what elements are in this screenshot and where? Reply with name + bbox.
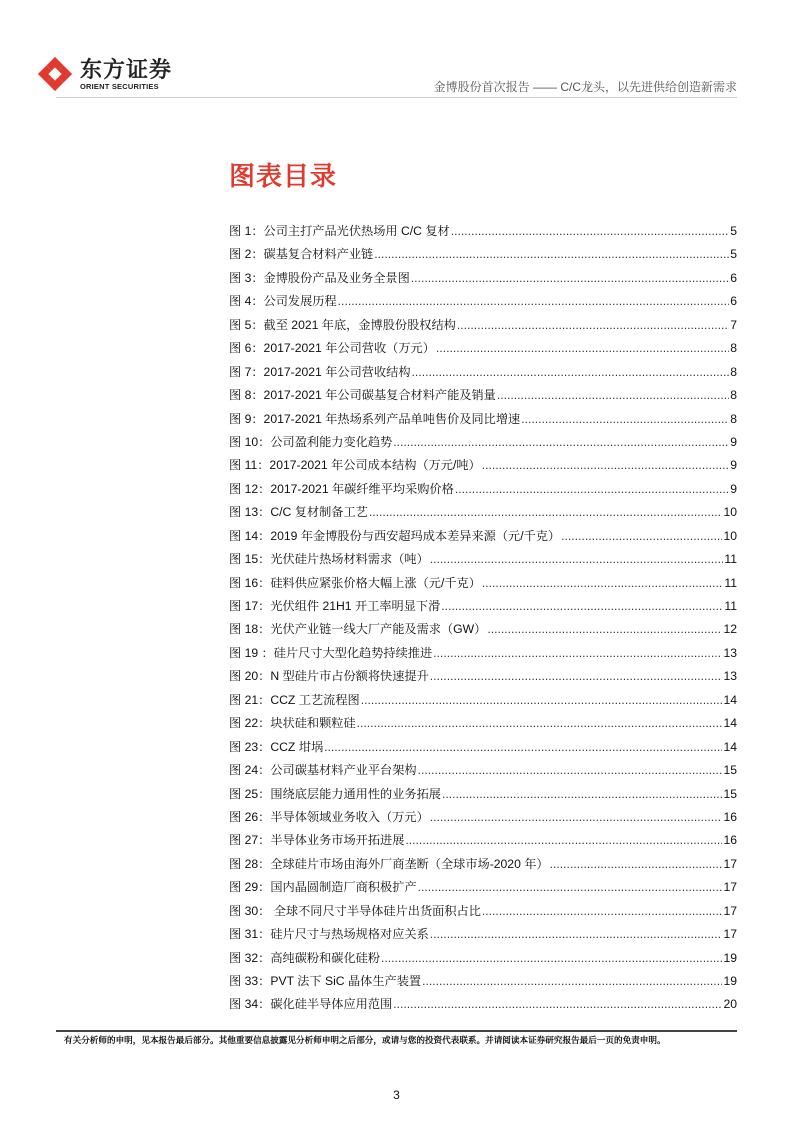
toc-entry[interactable] xyxy=(229,456,737,479)
toc-entry[interactable] xyxy=(229,738,737,761)
toc-entry[interactable] xyxy=(229,878,737,901)
toc-entry-label: 图 26：半导体领域业务收入（万元） xyxy=(229,809,429,824)
dot-leader xyxy=(418,763,723,777)
toc-entry-page: 9 xyxy=(730,481,737,496)
dot-leader xyxy=(422,974,722,988)
toc-entry[interactable] xyxy=(229,339,737,362)
toc-entry-page: 13 xyxy=(723,645,737,660)
toc-entry-page: 17 xyxy=(723,856,737,871)
toc-entry-label: 图 22：块状硅和颗粒硅 xyxy=(229,716,356,731)
toc-entry-label: 图 8：2017-2021 年公司碳基复合材料产能及销量 xyxy=(229,388,496,403)
toc-entry[interactable] xyxy=(229,503,737,526)
toc-entry[interactable] xyxy=(229,949,737,972)
toc-entry-label: 图 30： 全球不同尺寸半导体硅片出货面积占比 xyxy=(229,903,481,918)
dot-leader xyxy=(418,880,723,894)
dot-leader xyxy=(482,576,723,590)
toc-entry[interactable] xyxy=(229,222,737,245)
toc-entry[interactable] xyxy=(229,292,737,315)
dot-leader xyxy=(436,341,729,355)
logo-chinese-name: 东方证券 xyxy=(80,56,173,82)
toc-entry-page: 14 xyxy=(723,692,737,707)
toc-entry-label: 图 20：N 型硅片市占份额将快速提升 xyxy=(229,669,429,684)
toc-entry[interactable] xyxy=(229,410,737,433)
toc-entry-label: 图 18：光伏产业链一线大厂产能及需求（GW） xyxy=(229,622,487,637)
toc-entry-label: 图 3：金博股份产品及业务全景图 xyxy=(229,270,410,285)
toc-entry[interactable] xyxy=(229,808,737,831)
dot-leader xyxy=(430,810,723,824)
toc-entry[interactable] xyxy=(229,245,737,268)
toc-entry-label: 图 23：CCZ 坩埚 xyxy=(229,739,324,754)
dot-leader xyxy=(550,857,723,871)
dot-leader xyxy=(451,224,729,238)
toc-entry-label: 图 5：截至 2021 年底，金博股份股权结构 xyxy=(229,317,456,332)
toc-entry-label: 图 34：碳化硅半导体应用范围 xyxy=(229,997,393,1012)
toc-entry-label: 图 4：公司发展历程 xyxy=(229,294,337,309)
toc-entry-page: 8 xyxy=(730,388,737,403)
toc-entry-page: 5 xyxy=(730,224,737,238)
toc-entry-page: 6 xyxy=(730,270,737,285)
toc-entry[interactable] xyxy=(229,972,737,995)
toc-entry-page: 14 xyxy=(723,716,737,731)
toc-entry[interactable] xyxy=(229,667,737,690)
footer-divider xyxy=(56,1030,737,1032)
toc-entry-label: 图 31：硅片尺寸与热场规格对应关系 xyxy=(229,927,429,942)
toc-entry-label: 图 10：公司盈利能力变化趋势 xyxy=(229,434,393,449)
dot-leader xyxy=(430,927,723,941)
toc-title: 图表目录 xyxy=(229,161,338,191)
toc-entry-page: 19 xyxy=(723,950,737,965)
figure-list xyxy=(229,222,737,1019)
toc-entry-label: 图 25：围绕底层能力通用性的业务拓展 xyxy=(229,786,441,801)
toc-entry-label: 图 29：国内晶圆制造厂商积极扩产 xyxy=(229,880,417,895)
toc-entry-page: 10 xyxy=(723,505,737,520)
toc-entry-page: 16 xyxy=(723,833,737,848)
toc-entry[interactable] xyxy=(229,269,737,292)
disclaimer-note: 有关分析师的申明，见本报告最后部分。其他重要信息披露见分析师申明之后部分，或请与您的投资代表联系。并请阅读本证券研究报告最后一页的免责申明。 xyxy=(64,1035,666,1045)
dot-leader xyxy=(457,318,729,332)
orient-logo-icon xyxy=(36,55,74,93)
dot-leader xyxy=(412,365,730,379)
dot-leader xyxy=(430,669,723,683)
toc-entry-label: 图 32：高纯碳粉和碳化硅粉 xyxy=(229,950,381,965)
toc-entry-label: 图 11：2017-2021 年公司成本结构（万元/吨） xyxy=(229,458,481,473)
logo-english-name: ORIENT SECURITIES xyxy=(80,81,159,91)
toc-entry-label: 图 19 ：硅片尺寸大型化趋势持续推进 xyxy=(229,645,433,660)
toc-entry-label: 图 17：光伏组件 21H1 开工率明显下滑 xyxy=(229,599,441,613)
toc-entry[interactable] xyxy=(229,995,737,1018)
toc-entry[interactable] xyxy=(229,902,737,925)
toc-entry[interactable] xyxy=(229,363,737,386)
dot-leader xyxy=(430,552,724,566)
report-title: 金博股份首次报告 —— C/C龙头，以先进供给创造新需求 xyxy=(433,80,737,94)
toc-entry-label: 图 7：2017-2021 年公司营收结构 xyxy=(229,364,411,379)
dot-leader xyxy=(442,787,722,801)
toc-entry-page: 19 xyxy=(723,974,737,988)
toc-entry-page: 8 xyxy=(730,411,737,426)
dot-leader xyxy=(482,458,730,472)
dot-leader xyxy=(441,599,723,613)
dot-leader xyxy=(455,482,729,496)
toc-entry-page: 17 xyxy=(723,880,737,895)
toc-entry[interactable] xyxy=(229,386,737,409)
dot-leader xyxy=(393,435,729,449)
toc-entry-label: 图 15：光伏硅片热场材料需求（吨） xyxy=(229,552,429,567)
toc-entry-page: 14 xyxy=(723,739,737,754)
dot-leader xyxy=(374,247,729,261)
toc-entry-label: 图 9：2017-2021 年热场系列产品单吨售价及同比增速 xyxy=(229,411,521,426)
header-divider xyxy=(56,97,737,98)
toc-entry[interactable] xyxy=(229,925,737,948)
dot-leader xyxy=(405,833,722,847)
toc-entry-page: 10 xyxy=(723,528,737,543)
toc-entry-page: 17 xyxy=(723,903,737,918)
toc-entry[interactable] xyxy=(229,433,737,456)
toc-entry-page: 11 xyxy=(724,575,737,590)
toc-entry-page: 13 xyxy=(723,669,737,684)
toc-entry[interactable] xyxy=(229,527,737,550)
toc-entry-page: 11 xyxy=(724,552,737,567)
toc-entry[interactable] xyxy=(229,620,737,643)
toc-entry-page: 17 xyxy=(723,927,737,942)
toc-entry[interactable] xyxy=(229,691,737,714)
toc-entry-label: 图 2：碳基复合材料产业链 xyxy=(229,247,374,262)
toc-entry-page: 16 xyxy=(723,809,737,824)
dot-leader xyxy=(381,951,722,965)
dot-leader xyxy=(357,716,723,730)
toc-entry-page: 12 xyxy=(723,622,737,637)
toc-entry-label: 图 14：2019 年金博股份与西安超玛成本差异来源（元/千克） xyxy=(229,528,561,543)
toc-entry-label: 图 6：2017-2021 年公司营收（万元） xyxy=(229,341,435,356)
dot-leader xyxy=(521,412,729,426)
toc-entry[interactable] xyxy=(229,644,737,667)
toc-entry-label: 图 21：CCZ 工艺流程图 xyxy=(229,692,360,707)
toc-entry-page: 20 xyxy=(723,997,737,1012)
dot-leader xyxy=(433,646,722,660)
toc-entry-label: 图 12：2017-2021 年碳纤维平均采购价格 xyxy=(229,481,454,496)
toc-entry[interactable] xyxy=(229,480,737,503)
toc-entry[interactable] xyxy=(229,597,737,620)
toc-entry-label: 图 33：PVT 法下 SiC 晶体生产装置 xyxy=(229,974,422,988)
toc-entry[interactable] xyxy=(229,761,737,784)
dot-leader xyxy=(411,271,729,285)
company-logo xyxy=(36,55,172,93)
toc-entry[interactable] xyxy=(229,785,737,808)
dot-leader xyxy=(338,294,730,308)
toc-entry-label: 图 13：C/C 复材制备工艺 xyxy=(229,505,368,520)
toc-entry-label: 图 27：半导体业务市场开拓进展 xyxy=(229,833,405,848)
toc-entry-label: 图 28：全球硅片市场由海外厂商垄断（全球市场-2020 年） xyxy=(229,856,549,871)
toc-entry-label: 图 1：公司主打产品光伏热场用 C/C 复材 xyxy=(229,224,450,238)
toc-entry[interactable] xyxy=(229,831,737,854)
toc-entry-label: 图 24：公司碳基材料产业平台架构 xyxy=(229,763,417,778)
dot-leader xyxy=(369,505,723,519)
toc-entry-page: 6 xyxy=(730,294,737,309)
toc-entry-page: 15 xyxy=(723,786,737,801)
toc-entry-page: 15 xyxy=(723,763,737,778)
toc-entry-page: 9 xyxy=(730,434,737,449)
dot-leader xyxy=(482,904,723,918)
toc-entry[interactable] xyxy=(229,316,737,339)
toc-entry-page: 8 xyxy=(730,341,737,356)
dot-leader xyxy=(361,693,723,707)
toc-entry-page: 8 xyxy=(730,364,737,379)
dot-leader xyxy=(561,529,722,543)
toc-entry[interactable] xyxy=(229,574,737,597)
toc-entry-label: 图 16：硅料供应紧张价格大幅上涨（元/千克） xyxy=(229,575,481,590)
toc-entry-page: 9 xyxy=(730,458,737,473)
toc-entry[interactable] xyxy=(229,714,737,737)
toc-entry-page: 11 xyxy=(724,599,737,613)
dot-leader xyxy=(393,997,722,1011)
dot-leader xyxy=(497,388,729,402)
toc-entry[interactable] xyxy=(229,855,737,878)
page-number: 3 xyxy=(393,1088,400,1102)
dot-leader xyxy=(324,740,722,754)
toc-entry-page: 7 xyxy=(730,317,737,332)
toc-entry[interactable] xyxy=(229,550,737,573)
dot-leader xyxy=(487,622,722,636)
toc-entry-page: 5 xyxy=(730,247,737,262)
